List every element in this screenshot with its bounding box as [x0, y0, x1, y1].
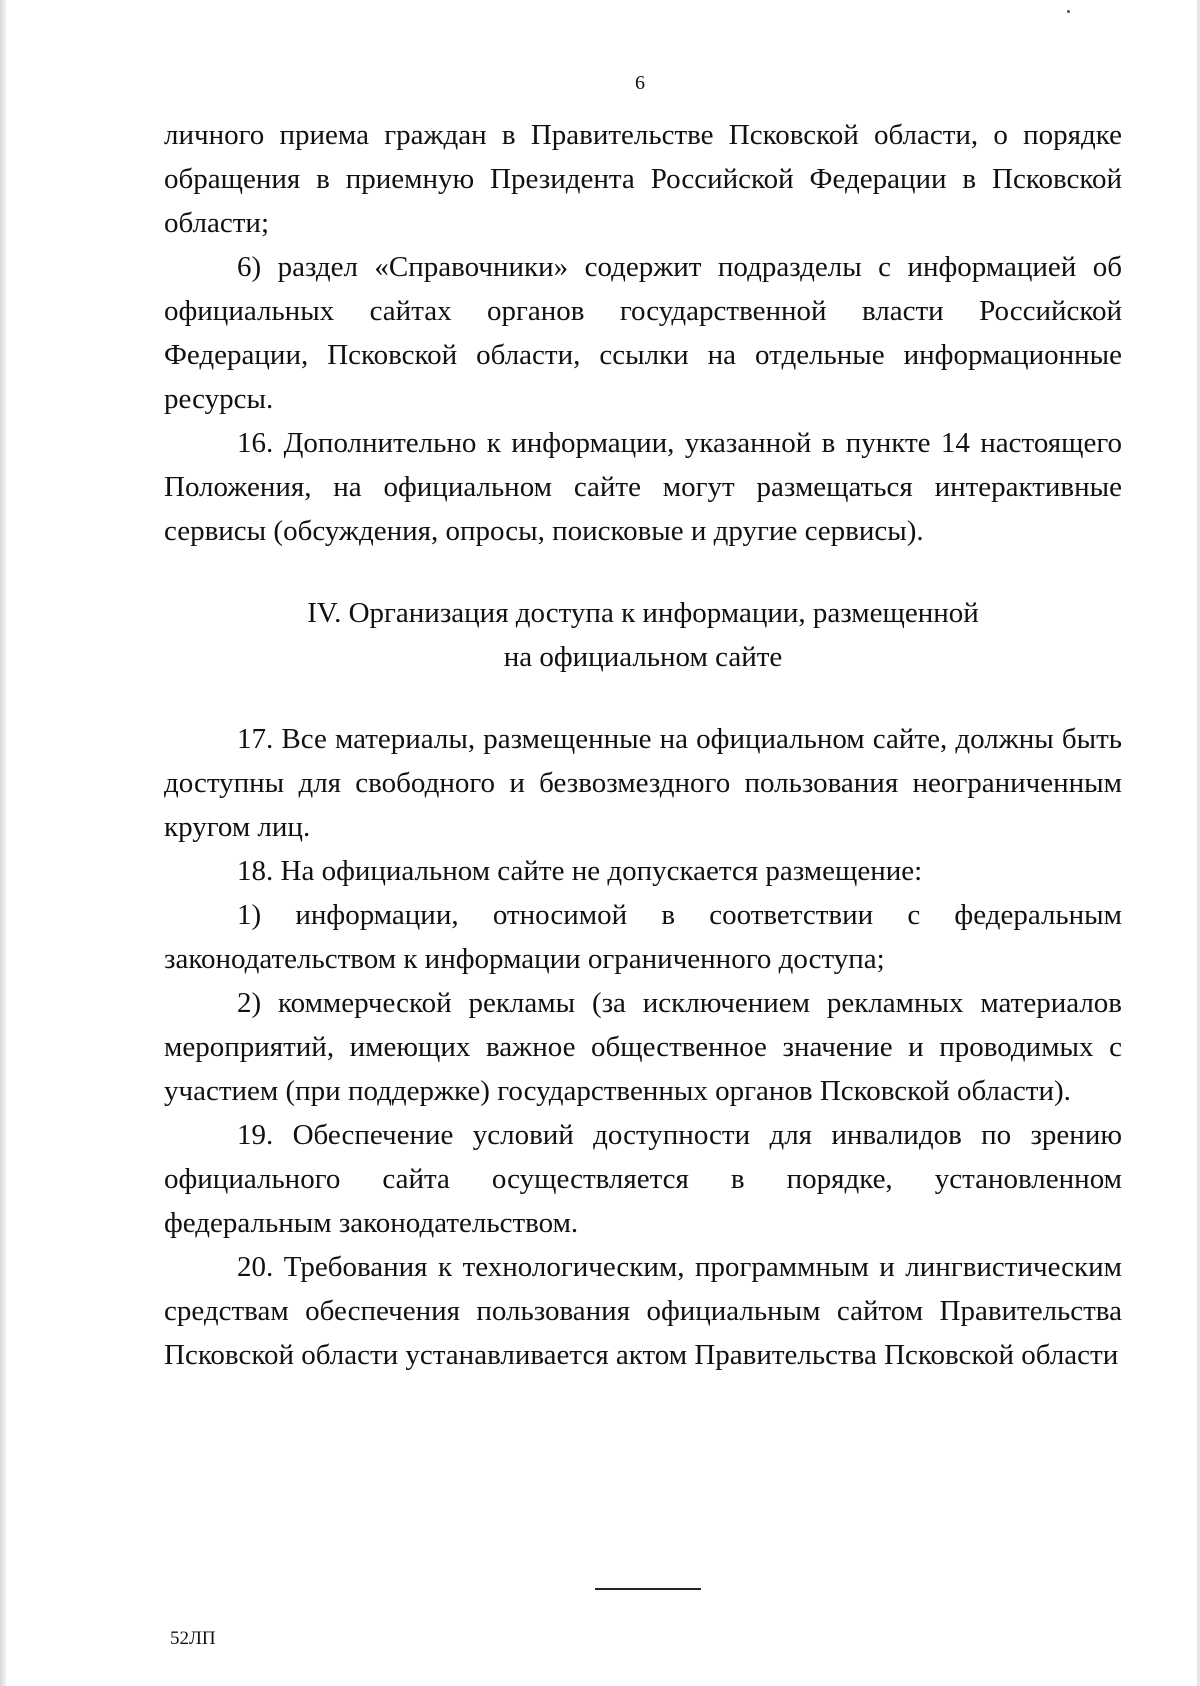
paragraph-18-item-1: 1) информации, относимой в соответствии с федеральным законодательством к информации ограниченного доступа; — [164, 899, 1122, 975]
document-code: 52ЛП — [170, 1628, 216, 1649]
section-heading-line-2: на официальном сайте — [503, 641, 783, 673]
paragraph-19: 19. Обеспечение условий доступности для инвалидов по зрению официального сайта осуществляется в порядке, установленном федеральным законодательством. — [164, 1119, 1122, 1239]
paragraph-continuation: личного приема граждан в Правительстве Псковской области, о порядке обращения в приемную Президента Российской Федерации в Псковской области; — [164, 119, 1122, 239]
paragraph-20: 20. Требования к технологическим, программным и лингвистическим средствам обеспечения пользования официальным сайтом Правительства Псковской области устанавливается актом Правительства Псковской области — [164, 1251, 1122, 1371]
scan-left-edge — [0, 0, 6, 1686]
section-heading-line-1: IV. Организация доступа к информации, размещенной — [307, 597, 979, 629]
document-body — [164, 113, 1122, 1377]
page-number: 6 — [635, 72, 645, 94]
paragraph-16: 16. Дополнительно к информации, указанной в пункте 14 настоящего Положения, на официальном сайте могут размещаться интерактивные сервисы (обсуждения, опросы, поисковые и другие сервисы). — [164, 427, 1122, 547]
paragraph-18-item-2: 2) коммерческой рекламы (за исключением рекламных материалов мероприятий, имеющих важное общественное значение и проводимых с участием (при поддержке) государственных органов Псковской области). — [164, 987, 1122, 1107]
paragraph-item-6: 6) раздел «Справочники» содержит подразделы с информацией об официальных сайтах органов государственной власти Российской Федерации, Псковской области, ссылки на отдельные информационные ресурсы. — [164, 251, 1122, 415]
section-heading — [164, 553, 1122, 717]
paragraph-18: 18. На официальном сайте не допускается размещение: — [237, 855, 923, 887]
end-of-text-rule — [595, 1588, 701, 1590]
paragraph-17: 17. Все материалы, размещенные на официальном сайте, должны быть доступны для свободного и безвозмездного пользования неограниченным кругом лиц. — [164, 723, 1122, 843]
scan-speck — [1067, 10, 1070, 13]
